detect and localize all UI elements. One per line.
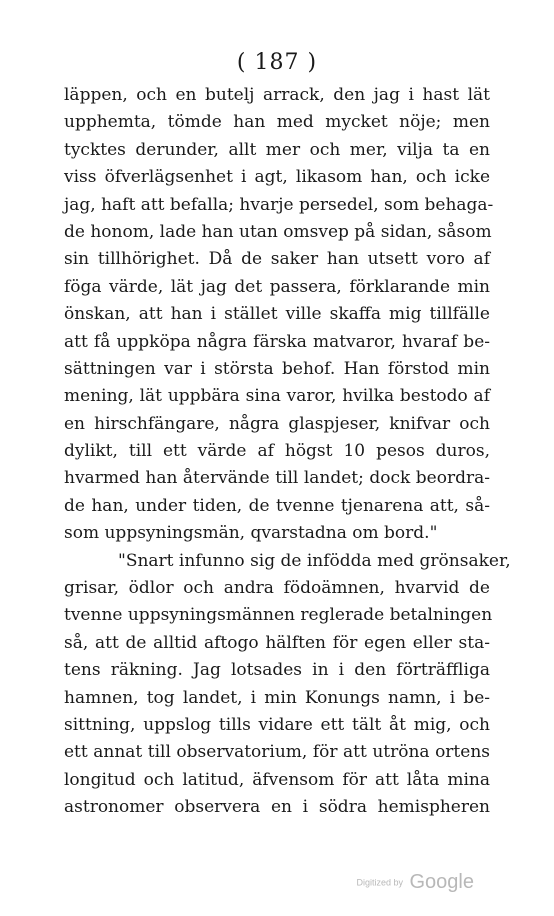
text-line: tvenne uppsyningsmännen reglerade betalningen [64, 605, 493, 626]
text-line: sittning, uppslog tills vidare ett tält åt mig, och [64, 714, 490, 735]
text-line: en hirschfängare, några glaspjeser, knifvar och [64, 413, 490, 434]
text-line: dylikt, till ett värde af högst 10 pesos duros, [64, 441, 490, 462]
digitized-by-label: Digitized by [356, 877, 404, 888]
digitized-watermark [357, 871, 474, 894]
text-line: upphemta, tömde han med mycket nöje; men [64, 112, 490, 133]
text-line: "Snart infunno sig de infödda med grönsaker, [118, 550, 511, 571]
text-line: mening, lät uppbära sina varor, hvilka bestodo af [64, 386, 490, 407]
text-line: sättningen var i största behof. Han förstod min [64, 358, 490, 379]
text-line: astronomer observera en i södra hemispheren [64, 797, 490, 818]
text-line: läppen, och en butelj arrack, den jag i hast lät [64, 85, 490, 105]
text-line: viss öfverlägsenhet i agt, likasom han, och icke [64, 167, 490, 188]
google-logo: Google [409, 871, 474, 893]
body-text [64, 82, 511, 822]
text-line: hamnen, tog landet, i min Konungs namn, i be- [64, 687, 490, 708]
text-line: önskan, att han i stället ville skaffa mig tillfälle [64, 304, 490, 325]
text-line: tycktes derunder, allt mer och mer, vilja ta en [64, 139, 490, 160]
text-line: grisar, ödlor och andra födoämnen, hvarvid de [64, 578, 490, 599]
text-line: jag, haft att befalla; hvarje persedel, som behaga- [64, 194, 494, 215]
text-line: som uppsyningsmän, qvarstadna om bord." [64, 523, 438, 544]
text-line: föga värde, lät jag det passera, förklarande min [64, 276, 490, 297]
text-line: att få uppköpa några färska matvaror, hvaraf be- [64, 331, 490, 352]
text-line: de han, under tiden, de tvenne tjenarena att, så- [64, 495, 490, 516]
text-line: ett annat till observatorium, för att utröna ortens [64, 742, 490, 763]
text-line: så, att de alltid aftogo hälften för egen eller sta- [64, 632, 490, 653]
page-number: ( 187 ) [236, 50, 318, 75]
text-line: hvarmed han återvände till landet; dock beordra- [64, 468, 490, 489]
text-line: longitud och latitud, äfvensom för att låta mina [64, 769, 490, 790]
text-line: de honom, lade han utan omsvep på sidan, såsom [64, 221, 492, 242]
text-line: tens räkning. Jag lotsades in i den förträffliga [64, 660, 490, 681]
text-line: sin tillhörighet. Då de saker han utsett voro af [64, 249, 490, 270]
